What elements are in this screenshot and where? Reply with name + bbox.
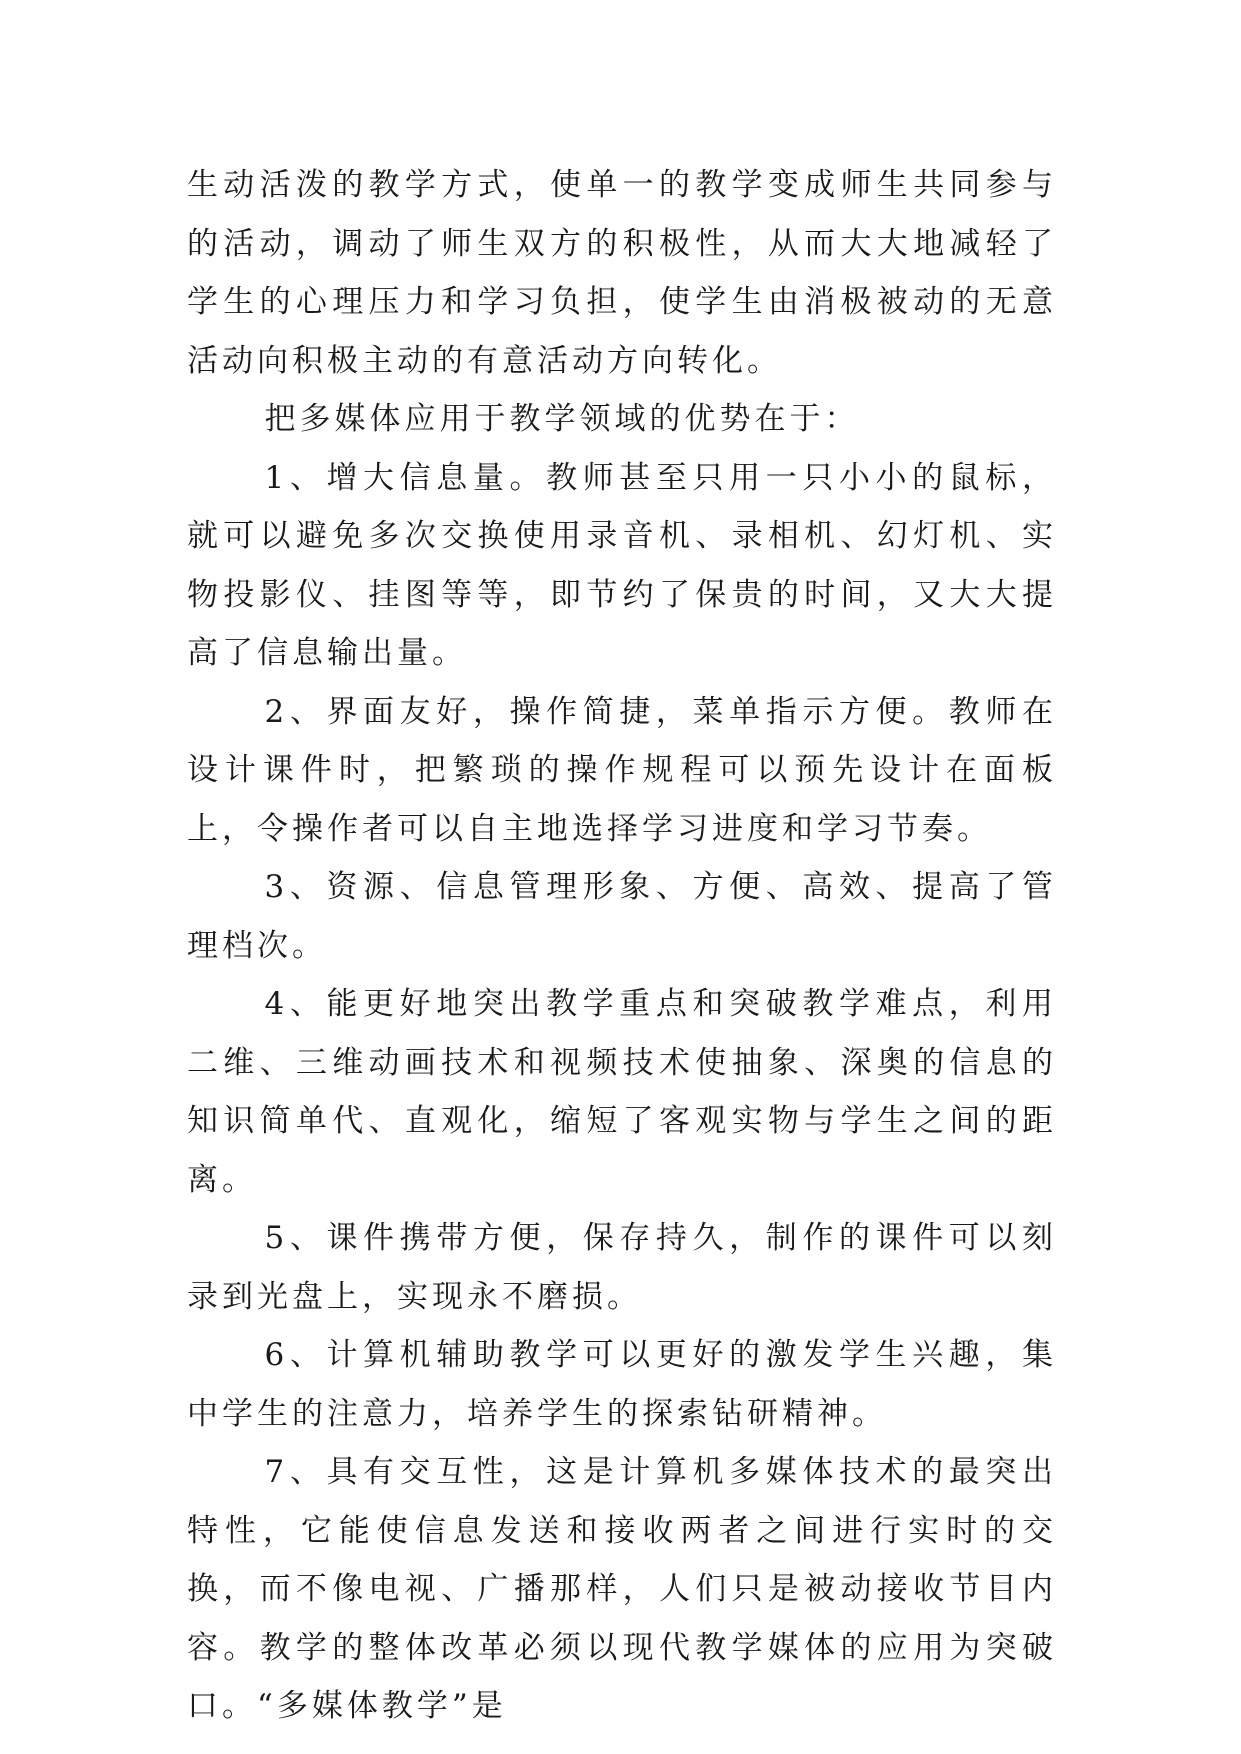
paragraph-item-4: 4、能更好地突出教学重点和突破教学难点，利用二维、三维动画技术和视频技术使抽象、深奥的信息的知识简单代、直观化，缩短了客观实物与学生之间的距离。 bbox=[187, 986, 1057, 1198]
paragraph-item-2: 2、界面友好，操作简捷，菜单指示方便。教师在设计课件时，把繁琐的操作规程可以预先设计在面板上，令操作者可以自主地选择学习进度和学习节奏。 bbox=[187, 693, 1057, 847]
paragraph-item-7: 7、具有交互性，这是计算机多媒体技术的最突出特性，它能使信息发送和接收两者之间进行实时的交换，而不像电视、广播那样，人们只是被动接收节目内容。教学的整体改革必须以现代教学媒体的应用为突破口。“多媒体教学”是 bbox=[187, 1454, 1057, 1724]
paragraph-item-6: 6、计算机辅助教学可以更好的激发学生兴趣，集中学生的注意力，培养学生的探索钻研精神。 bbox=[187, 1337, 1057, 1432]
paragraph-continuation: 生动活泼的教学方式，使单一的教学变成师生共同参与的活动，调动了师生双方的积极性，从而大大地减轻了学生的心理压力和学习负担，使学生由消极被动的无意活动向积极主动的有意活动方向转化。 bbox=[187, 167, 1057, 379]
paragraph-item-5: 5、课件携带方便，保存持久，制作的课件可以刻录到光盘上，实现永不磨损。 bbox=[187, 1220, 1057, 1315]
paragraph-item-1: 1、增大信息量。教师甚至只用一只小小的鼠标，就可以避免多次交换使用录音机、录相机、幻灯机、实物投影仪、挂图等等，即节约了保贵的时间，又大大提高了信息输出量。 bbox=[187, 459, 1057, 671]
body-text bbox=[187, 156, 1057, 1736]
paragraph-advantages-intro: 把多媒体应用于教学领域的优势在于： bbox=[264, 401, 860, 437]
paragraph-item-3: 3、资源、信息管理形象、方便、高效、提高了管理档次。 bbox=[187, 869, 1057, 964]
